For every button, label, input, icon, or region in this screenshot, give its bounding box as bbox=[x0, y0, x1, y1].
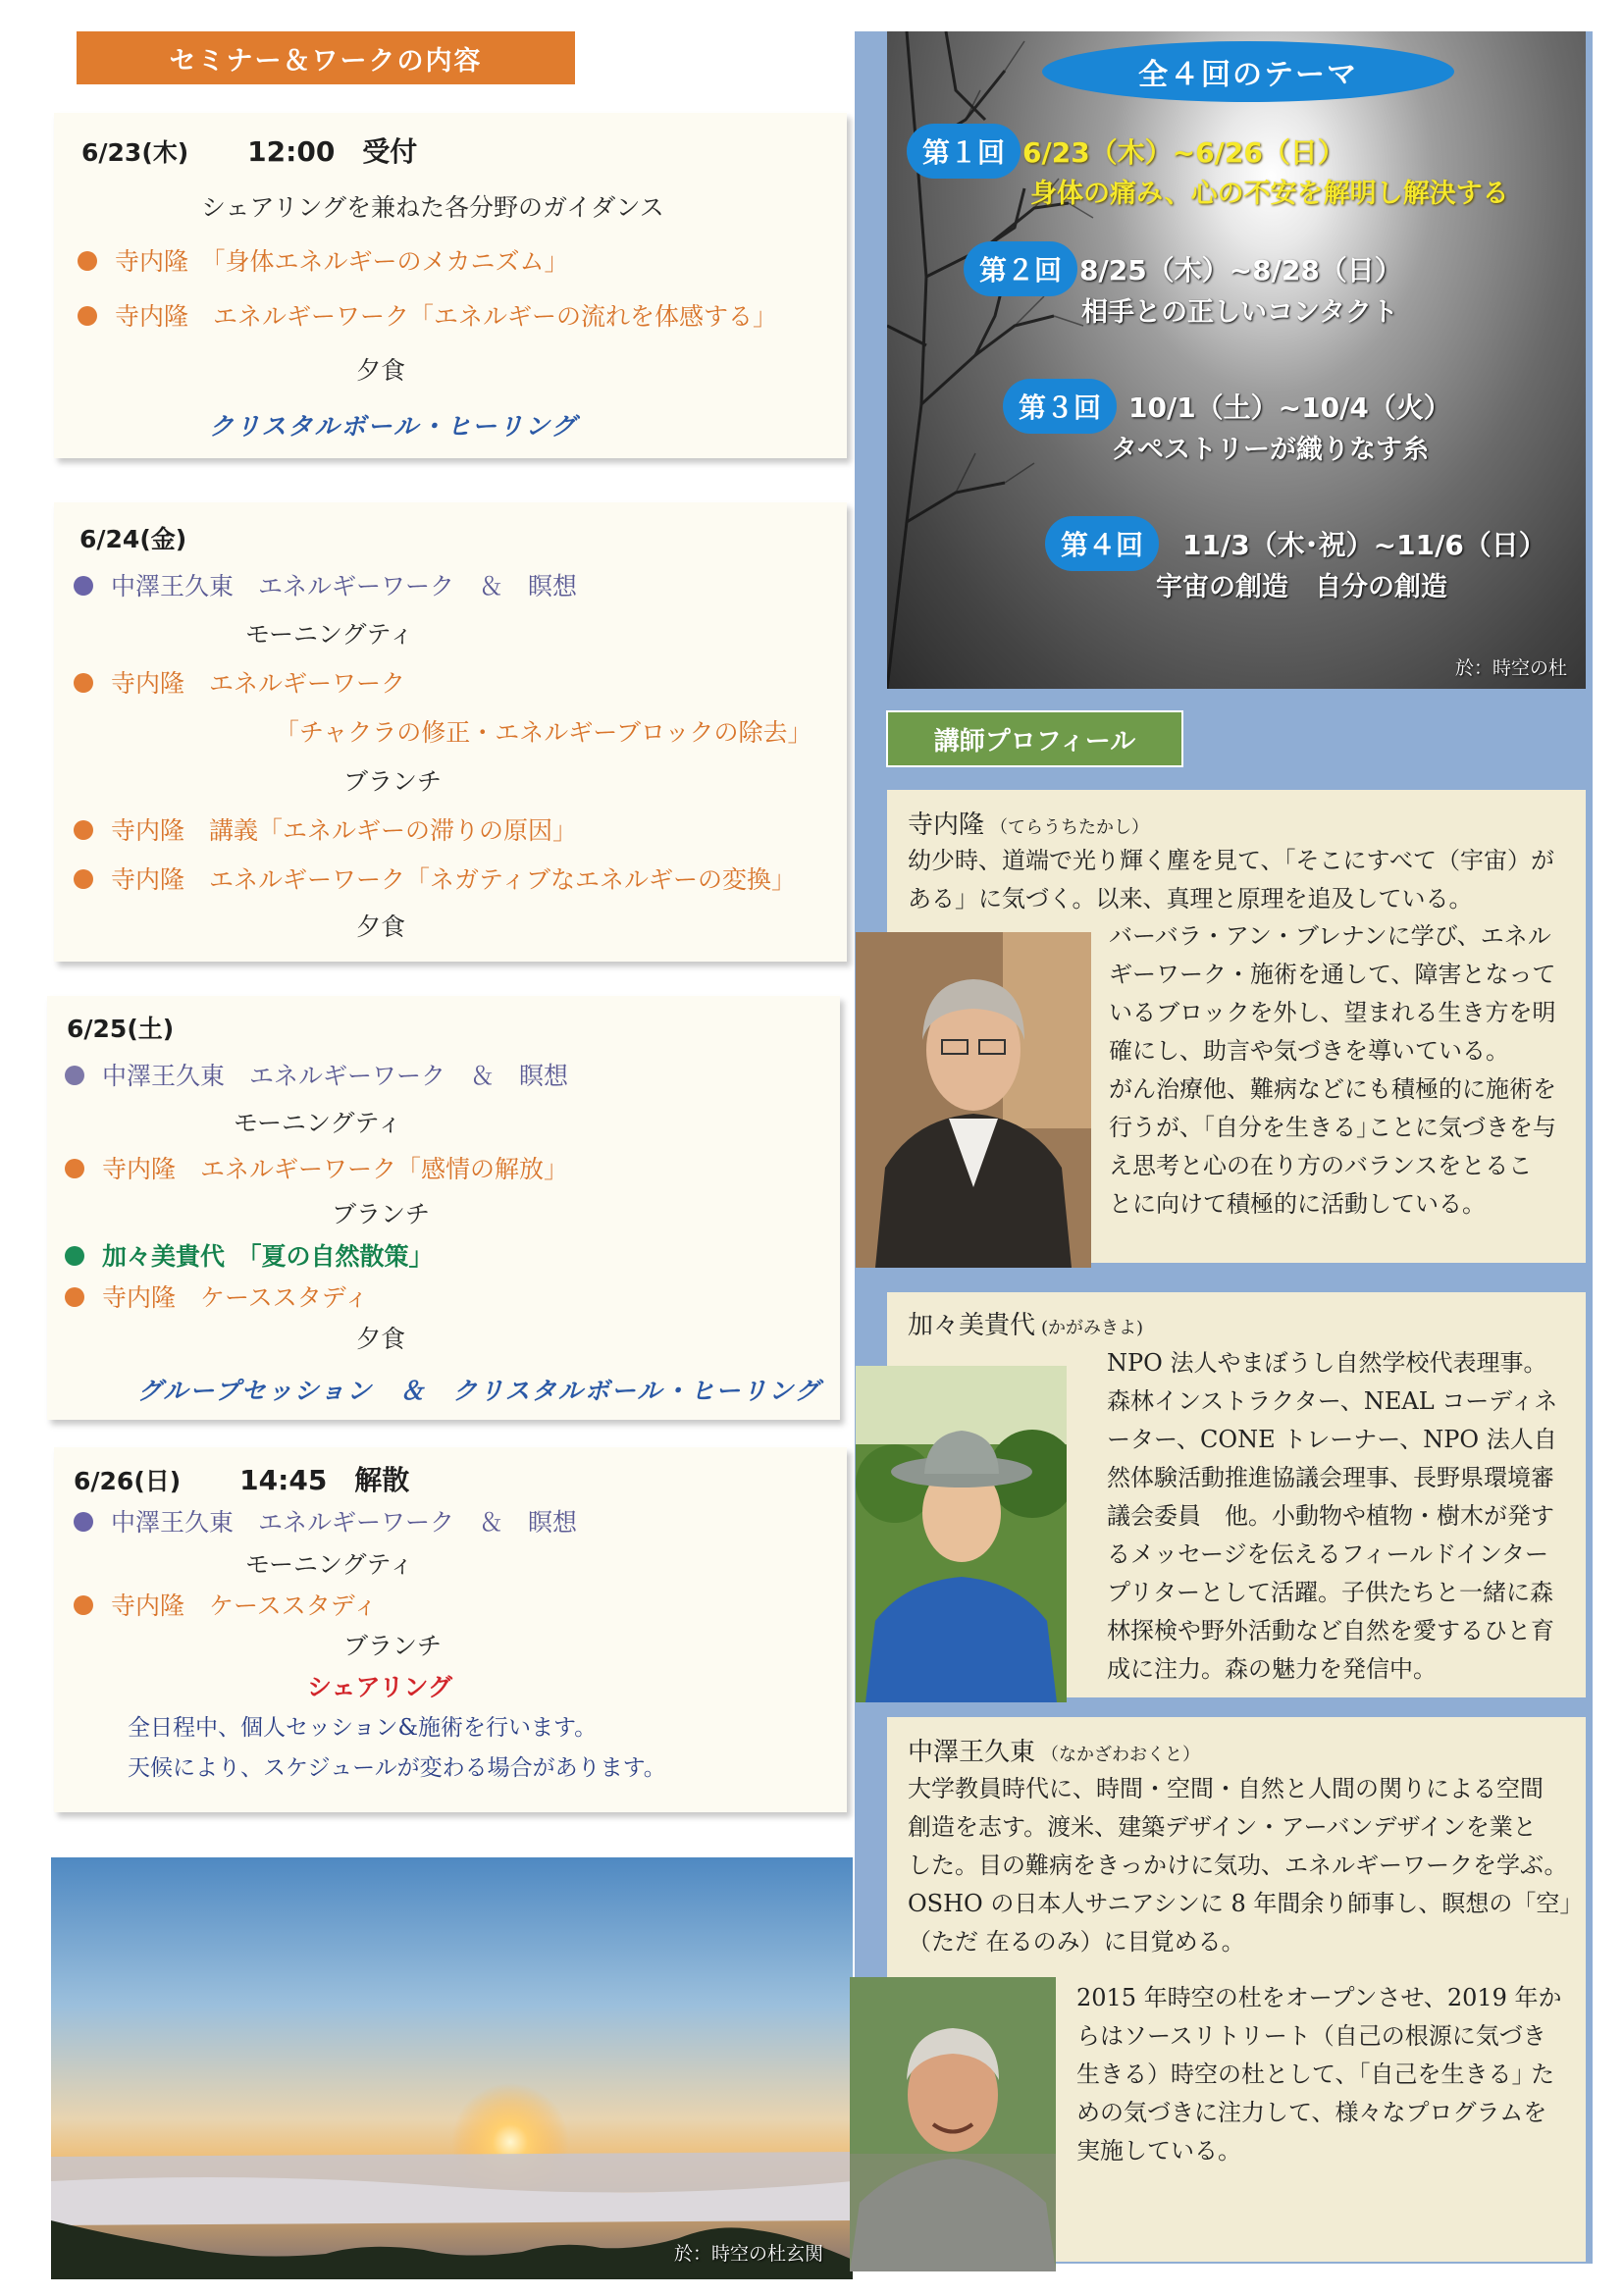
schedule-item bbox=[65, 1150, 568, 1185]
profile-name bbox=[908, 805, 1149, 841]
meal-text: 夕食 bbox=[356, 913, 406, 941]
portrait-image bbox=[850, 1977, 1056, 2271]
schedule-item bbox=[74, 1503, 577, 1539]
reading-text: (かがみきよ) bbox=[1041, 1318, 1144, 1338]
bullet-icon bbox=[78, 306, 97, 326]
schedule-item-continued: 「チャクラの修正・エネルギーブロックの除去」 bbox=[275, 718, 812, 747]
bio-line: ある」に気づく。以来、真理と原理を追及している。 bbox=[908, 885, 1473, 913]
profile-name bbox=[908, 1732, 1200, 1768]
bio-line: NPO 法人やまぼうし自然学校代表理事。 bbox=[1107, 1349, 1547, 1377]
evening-event: グループセッション ＆ クリスタルボール・ヒーリング bbox=[137, 1377, 821, 1405]
meal-text: ブランチ bbox=[343, 1632, 443, 1660]
bio-line: した。目の難病をきっかけに気功、エネルギーワークを学ぶ。 bbox=[908, 1852, 1568, 1879]
bio-line: 2015 年時空の杜をオープンさせ、2019 年か bbox=[1076, 1984, 1562, 2011]
portrait-kagami bbox=[856, 1366, 1067, 1702]
time-text: 14:45 解散 bbox=[239, 1464, 410, 1496]
guidance-text: シェアリングを兼ねた各分野のガイダンス bbox=[201, 193, 664, 222]
item-text: 寺内隆 エネルギーワーク「感情の解放」 bbox=[102, 1155, 569, 1183]
bio-line: 大学教員時代に、時間・空間・自然と人間の関りによる空間 bbox=[908, 1775, 1544, 1802]
session-title-4: 宇宙の創造 自分の創造 bbox=[1156, 572, 1447, 602]
session-label-2: 第２回 bbox=[964, 241, 1077, 296]
schedule-item bbox=[65, 1278, 369, 1314]
session-title-2: 相手との正しいコンタクト bbox=[1081, 297, 1398, 328]
bio-line: 林探検や野外活動など自然を愛するひと育 bbox=[1107, 1617, 1554, 1644]
portrait-image bbox=[856, 1366, 1067, 1702]
meal-text: モーニングティ bbox=[245, 1550, 414, 1579]
day-card-0625 bbox=[47, 996, 840, 1420]
bio-line: 然体験活動推進協議会理事、長野県環境審 bbox=[1107, 1464, 1554, 1491]
meal-text: 夕食 bbox=[356, 356, 406, 385]
session-date-4: 11/3（木･祝）~11/6（日） bbox=[1182, 529, 1546, 561]
schedule-item bbox=[74, 1587, 378, 1622]
schedule-item bbox=[74, 664, 405, 700]
session-date-3: 10/1（土）~10/4（火） bbox=[1128, 391, 1451, 424]
day-date bbox=[74, 1459, 409, 1498]
bio-line: ーター、CONE トレーナー、NPO 法人自 bbox=[1107, 1426, 1557, 1453]
sunrise-photo bbox=[51, 1857, 853, 2279]
session-title-1: 身体の痛み、心の不安を解明し解決する bbox=[1030, 179, 1509, 209]
reading-text: （てらうちたかし） bbox=[990, 817, 1150, 838]
name-text: 加々美貴代 bbox=[908, 1311, 1036, 1340]
reading-text: （なかざわおくと） bbox=[1041, 1745, 1201, 1765]
profile-bio-side bbox=[1076, 1979, 1582, 2170]
profile-bio bbox=[1107, 1344, 1582, 1689]
day-card-0626 bbox=[54, 1447, 847, 1812]
bullet-icon bbox=[74, 1512, 93, 1532]
day-date bbox=[81, 130, 417, 170]
item-text: 加々美貴代 「夏の自然散策」 bbox=[102, 1242, 434, 1271]
portrait-nakazawa bbox=[850, 1977, 1056, 2271]
bullet-icon bbox=[65, 1066, 84, 1085]
name-text: 寺内隆 bbox=[908, 810, 985, 840]
schedule-item bbox=[74, 567, 577, 602]
meal-text: ブランチ bbox=[343, 767, 443, 796]
schedule-item bbox=[65, 1057, 568, 1092]
schedule-item bbox=[78, 242, 569, 278]
profile-bio-side bbox=[1109, 917, 1580, 1224]
bio-line: 生きる）時空の杜として、｢自己を生きる｣ た bbox=[1076, 2061, 1555, 2088]
bio-line: 確にし、助言や気づきを導いている。 bbox=[1109, 1037, 1509, 1065]
portrait-terauchi bbox=[856, 932, 1091, 1268]
profile-bio bbox=[908, 1770, 1585, 1961]
profile-bio bbox=[908, 842, 1575, 918]
bio-line: 成に注力。森の魅力を発信中。 bbox=[1107, 1655, 1437, 1683]
themes-caption: 於：時空の杜 bbox=[1455, 657, 1568, 679]
note-text: 天候により、スケジュールが変わる場合があります。 bbox=[128, 1755, 666, 1781]
bio-line: がん治療他、難病などにも積極的に施術を bbox=[1109, 1075, 1556, 1103]
session-label-1: 第１回 bbox=[907, 124, 1021, 179]
bio-line: 議会委員 他。小動物や植物・樹木が発す bbox=[1107, 1502, 1554, 1530]
bio-line: 創造を志す。渡米、建築デザイン・アーバンデザインを業と bbox=[908, 1813, 1537, 1841]
bio-line: ギーワーク・施術を通して、障害となって bbox=[1109, 961, 1556, 988]
schedule-item bbox=[65, 1237, 434, 1273]
schedule-item bbox=[78, 297, 777, 333]
day-card-0624 bbox=[54, 502, 847, 962]
profile-header: 講師プロフィール bbox=[886, 710, 1183, 767]
bullet-icon bbox=[74, 869, 93, 889]
date-text: 6/26(日) bbox=[74, 1467, 182, 1495]
profile-name bbox=[908, 1305, 1143, 1341]
session-label-3: 第３回 bbox=[1003, 379, 1117, 434]
schedule-item bbox=[74, 811, 577, 847]
schedule-item bbox=[74, 861, 796, 896]
meal-text: モーニングティ bbox=[234, 1109, 402, 1137]
bullet-icon bbox=[78, 251, 97, 271]
meal-text: ブランチ bbox=[332, 1200, 431, 1228]
item-text: 寺内隆 ケーススタディ bbox=[102, 1283, 369, 1312]
bio-line: え思考と心の在り方のバランスをとるこ bbox=[1109, 1152, 1533, 1179]
day-card-0623 bbox=[54, 113, 847, 458]
bio-line: バーバラ・アン・ブレナンに学び、エネル bbox=[1109, 922, 1551, 950]
section-header-seminar: セミナー＆ワークの内容 bbox=[77, 31, 575, 84]
bullet-icon bbox=[74, 576, 93, 596]
bio-line: 実施している。 bbox=[1076, 2137, 1241, 2165]
bio-line: とに向けて積極的に活動している。 bbox=[1109, 1190, 1486, 1218]
photo-caption: 於：時空の杜玄関 bbox=[673, 2243, 823, 2265]
evening-event: クリスタルボール・ヒーリング bbox=[209, 412, 578, 441]
bio-line: るメッセージを伝えるフィールドインター bbox=[1107, 1540, 1548, 1568]
bullet-icon bbox=[65, 1246, 84, 1266]
bio-line: 幼少時、道端で光り輝く塵を見て、「そこにすべて（宇宙）が bbox=[908, 847, 1555, 874]
item-text: 中澤王久東 エネルギーワーク ＆ 瞑想 bbox=[111, 1508, 578, 1537]
meal-text: モーニングティ bbox=[245, 620, 414, 649]
session-title-3: タペストリーが織りなす糸 bbox=[1111, 435, 1429, 465]
meal-text: 夕食 bbox=[356, 1325, 406, 1353]
themes-title: 全４回のテーマ bbox=[1042, 41, 1454, 102]
day-date: 6/24(金) bbox=[79, 525, 187, 553]
item-text: 寺内隆 エネルギーワーク「ネガティブなエネルギーの変換」 bbox=[111, 865, 797, 894]
bullet-icon bbox=[74, 1595, 93, 1615]
name-text: 中澤王久東 bbox=[908, 1738, 1036, 1767]
item-text: 寺内隆 「身体エネルギーのメカニズム」 bbox=[115, 247, 569, 276]
bullet-icon bbox=[65, 1159, 84, 1178]
item-text: 寺内隆 ケーススタディ bbox=[111, 1592, 378, 1620]
bio-line: 森林インストラクター、NEAL コーディネ bbox=[1107, 1387, 1558, 1415]
bio-line: プリターとして活躍。子供たちと一緒に森 bbox=[1107, 1579, 1554, 1606]
bio-line: いるブロックを外し、望まれる生き方を明 bbox=[1109, 999, 1556, 1026]
item-text: 寺内隆 講義「エネルギーの滞りの原因」 bbox=[111, 816, 578, 845]
bullet-icon bbox=[74, 673, 93, 693]
session-label-4: 第４回 bbox=[1045, 516, 1159, 571]
bio-line: 行うが、｢自分を生きる｣ことに気づきを与 bbox=[1109, 1114, 1556, 1141]
note-text: 全日程中、個人セッション&施術を行います。 bbox=[128, 1715, 598, 1741]
session-date-2: 8/25（木）~8/28（日） bbox=[1079, 254, 1402, 287]
bullet-icon bbox=[65, 1287, 84, 1307]
time-text: 12:00 受付 bbox=[247, 135, 418, 168]
item-text: 中澤王久東 エネルギーワーク ＆ 瞑想 bbox=[102, 1062, 569, 1090]
bio-line: めの気づきに注力して、様々なプログラムを bbox=[1076, 2099, 1547, 2126]
sharing-text: シェアリング bbox=[307, 1673, 453, 1701]
bullet-icon bbox=[74, 820, 93, 840]
portrait-image bbox=[856, 932, 1091, 1268]
bio-line: OSHO の日本人サニアシンに 8 年間余り師事し、瞑想の「空」 bbox=[908, 1890, 1584, 1917]
date-text: 6/23(木) bbox=[81, 138, 189, 167]
sunrise-landscape-image bbox=[51, 1857, 853, 2279]
day-date: 6/25(土) bbox=[67, 1015, 175, 1043]
bio-line: らはソースリトリート（自己の根源に気づき bbox=[1076, 2022, 1546, 2050]
bio-line: （ただ 在るのみ）に目覚める。 bbox=[908, 1928, 1245, 1956]
item-text: 寺内隆 エネルギーワーク「エネルギーの流れを体感する」 bbox=[115, 302, 778, 331]
item-text: 中澤王久東 エネルギーワーク ＆ 瞑想 bbox=[111, 572, 578, 600]
item-text: 寺内隆 エネルギーワーク bbox=[111, 669, 406, 698]
session-date-1: 6/23（木）~6/26（日） bbox=[1022, 136, 1345, 169]
